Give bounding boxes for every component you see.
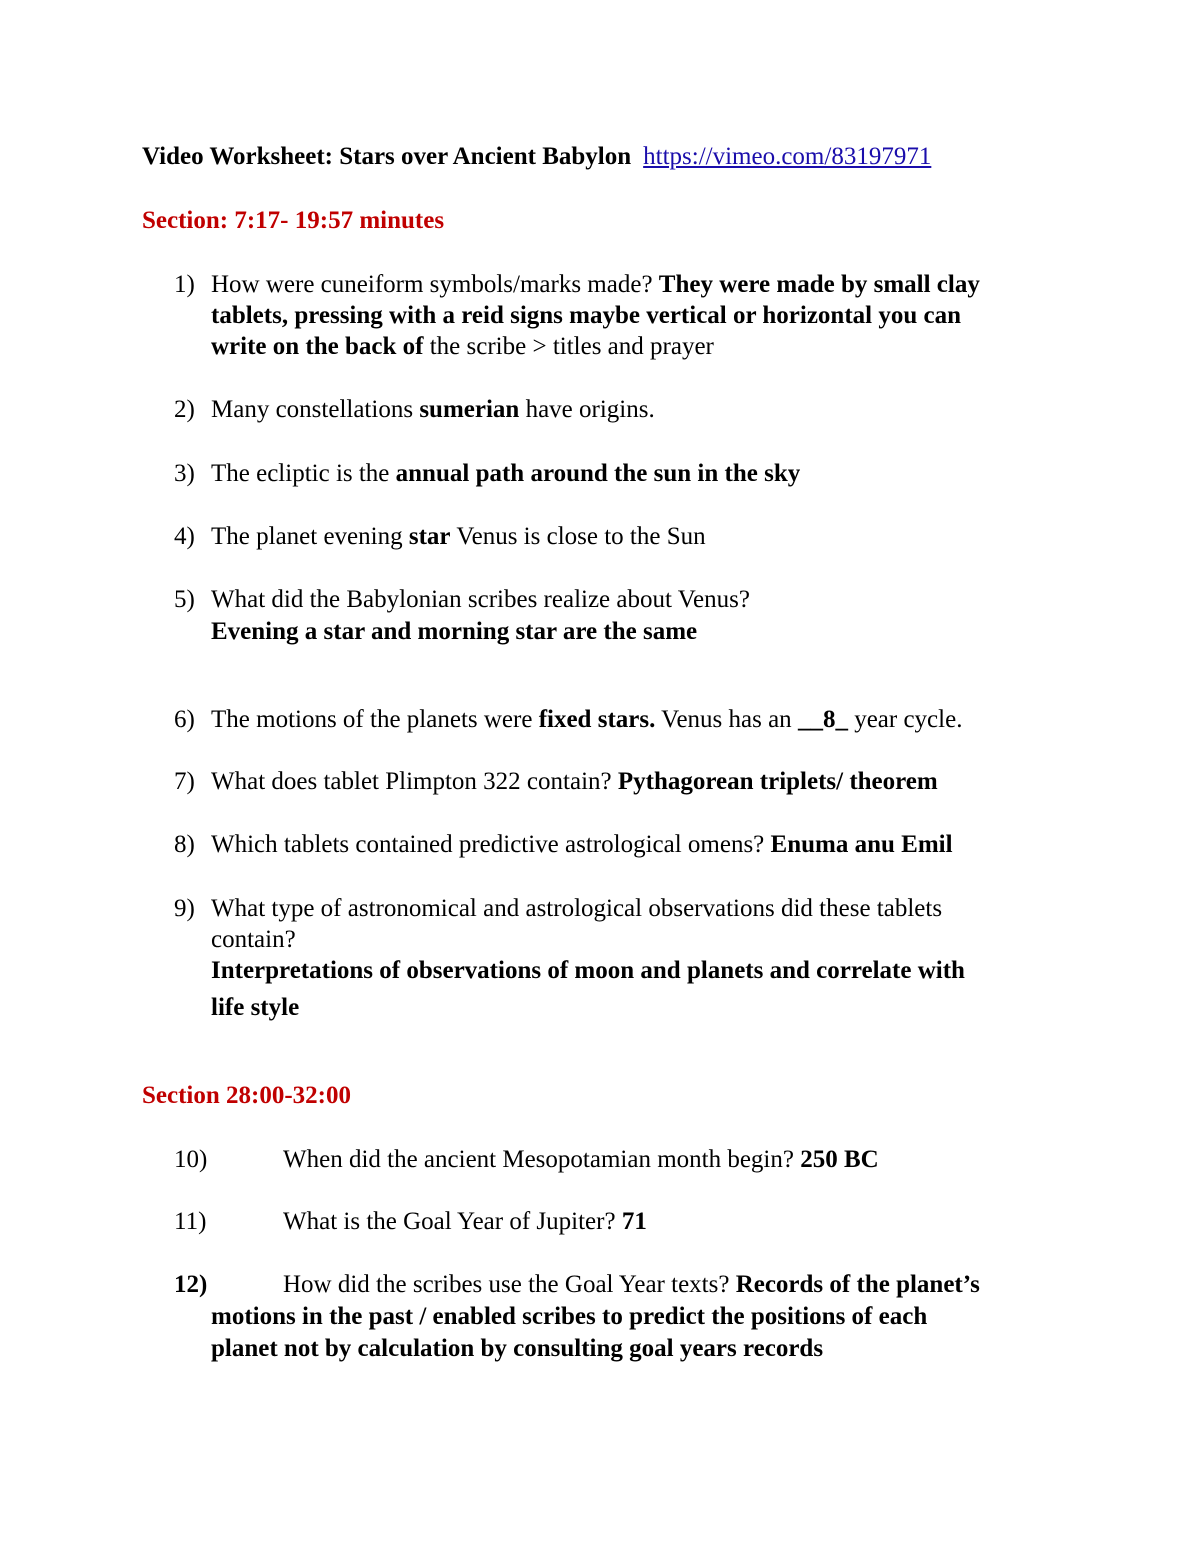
answer-text: Records of the planet’s bbox=[735, 1271, 980, 1298]
question-text: What did the Babylonian scribes realize about Venus? bbox=[211, 586, 750, 613]
question-number: 1) bbox=[174, 271, 195, 298]
answer-tail: the scribe > titles and prayer bbox=[429, 333, 714, 360]
answer-text: Pythagorean triplets/ theorem bbox=[617, 768, 938, 795]
worksheet-title bbox=[142, 142, 931, 172]
answer-text: write on the back of bbox=[211, 333, 424, 360]
answer-text: sumerian bbox=[419, 396, 520, 423]
title-text: Video Worksheet: Stars over Ancient Babylon bbox=[142, 143, 632, 170]
question-12 bbox=[283, 1270, 980, 1300]
question-3 bbox=[211, 459, 800, 489]
question-9-answer-2 bbox=[211, 993, 299, 1023]
question-5 bbox=[211, 585, 750, 615]
question-text: What does tablet Plimpton 322 contain? bbox=[211, 768, 612, 795]
question-11 bbox=[283, 1207, 647, 1237]
question-7 bbox=[211, 767, 938, 797]
question-12-line-2 bbox=[211, 1302, 927, 1332]
answer-blank: __8_ bbox=[797, 706, 848, 733]
question-text: year cycle. bbox=[854, 706, 963, 733]
question-number: 2) bbox=[174, 396, 195, 423]
question-text: Venus has an bbox=[661, 706, 792, 733]
question-text: How were cuneiform symbols/marks made? bbox=[211, 271, 653, 298]
question-text: Venus is close to the Sun bbox=[456, 523, 706, 550]
question-12-line-3 bbox=[211, 1334, 823, 1364]
section-heading-2: Section 28:00-32:00 bbox=[142, 1082, 351, 1109]
answer-text: 250 BC bbox=[800, 1146, 879, 1173]
answer-text: fixed stars. bbox=[538, 706, 656, 733]
question-9 bbox=[211, 894, 942, 924]
question-number: 6) bbox=[174, 706, 195, 733]
video-link[interactable]: https://vimeo.com/83197971 bbox=[643, 143, 932, 170]
question-text: What is the Goal Year of Jupiter? bbox=[283, 1208, 616, 1235]
question-1 bbox=[211, 270, 980, 300]
question-9-line-2 bbox=[211, 925, 296, 955]
question-9-answer-1 bbox=[211, 956, 965, 986]
question-number: 5) bbox=[174, 586, 195, 613]
question-text: contain? bbox=[211, 926, 296, 953]
section-heading-1: Section: 7:17- 19:57 minutes bbox=[142, 207, 445, 234]
answer-text: 71 bbox=[621, 1208, 647, 1235]
question-text: have origins. bbox=[525, 396, 655, 423]
answer-text: motions in the past / enabled scribes to predict the positions of each bbox=[211, 1303, 928, 1330]
question-10 bbox=[283, 1145, 879, 1175]
question-text: Which tablets contained predictive astrological omens? bbox=[211, 831, 765, 858]
answer-text: life style bbox=[211, 994, 300, 1021]
question-1-line-2 bbox=[211, 301, 961, 331]
answer-text: planet not by calculation by consulting goal years records bbox=[211, 1335, 824, 1362]
question-number: 11) bbox=[174, 1208, 207, 1235]
question-8 bbox=[211, 830, 953, 860]
answer-text: Enuma anu Emil bbox=[770, 831, 953, 858]
question-number: 7) bbox=[174, 768, 195, 795]
question-number: 8) bbox=[174, 831, 195, 858]
question-6 bbox=[211, 705, 962, 735]
question-5-answer bbox=[211, 617, 697, 647]
question-text: What type of astronomical and astrological observations did these tablets bbox=[211, 895, 943, 922]
question-2 bbox=[211, 395, 655, 425]
question-text: When did the ancient Mesopotamian month begin? bbox=[283, 1146, 794, 1173]
question-number: 10) bbox=[174, 1146, 208, 1173]
answer-text: tablets, pressing with a reid signs maybe vertical or horizontal you can bbox=[211, 302, 961, 329]
question-number: 12) bbox=[174, 1271, 208, 1298]
question-text: The ecliptic is the bbox=[211, 460, 390, 487]
question-text: The planet evening bbox=[211, 523, 403, 550]
answer-text: They were made by small clay bbox=[658, 271, 980, 298]
question-text: How did the scribes use the Goal Year texts? bbox=[283, 1271, 730, 1298]
answer-text: Interpretations of observations of moon and planets and correlate with bbox=[211, 957, 965, 984]
question-number: 9) bbox=[174, 895, 195, 922]
question-text: The motions of the planets were bbox=[211, 706, 533, 733]
question-1-line-3 bbox=[211, 332, 714, 362]
question-4 bbox=[211, 522, 706, 552]
answer-text: star bbox=[408, 523, 451, 550]
question-number: 4) bbox=[174, 523, 195, 550]
question-text: Many constellations bbox=[211, 396, 414, 423]
answer-text: Evening a star and morning star are the same bbox=[211, 618, 698, 645]
answer-text: annual path around the sun in the sky bbox=[395, 460, 801, 487]
question-number: 3) bbox=[174, 460, 195, 487]
